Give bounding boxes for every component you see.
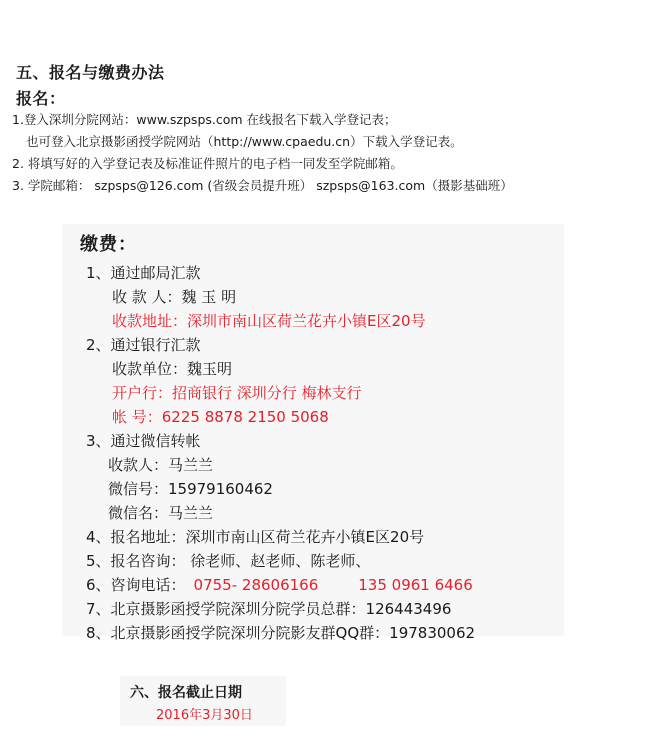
- reg-line-1: 1.登入深圳分院网站：www.szpsps.com 在线报名下载入学登记表；: [12, 112, 397, 127]
- bank-account: 帐 号：6225 8878 2150 5068: [112, 408, 329, 426]
- phone-landline: 0755- 28606166: [193, 576, 319, 594]
- payment-item-1: 1、通过邮局汇款: [86, 264, 201, 282]
- payment-item-2: 2、通过银行汇款: [86, 336, 201, 354]
- reg-line-2: 2. 将填写好的入学登记表及标准证件照片的电子档一同发至学院邮箱。: [12, 156, 403, 171]
- registration-title: 报名：: [16, 89, 66, 108]
- bank-payee: 收款单位：魏玉明: [112, 360, 233, 378]
- payment-item-3: 3、通过微信转帐: [86, 432, 201, 450]
- student-group: 7、北京摄影函授学院深圳分院学员总群：126443496: [86, 600, 452, 618]
- registration-address: 4、报名地址：深圳市南山区荷兰花卉小镇E区20号: [86, 528, 425, 546]
- phone-mobile: 135 0961 6466: [358, 576, 473, 594]
- section-5-heading: 五、报名与缴费办法: [16, 63, 165, 82]
- reg-line-3: 3. 学院邮箱： szpsps@126.com (省级会员提升班） szpsps@163.com（摄影基础班）: [12, 178, 513, 193]
- bank-branch: 开户行：招商银行 深圳分行 梅林支行: [112, 384, 362, 402]
- payment-title: 缴费：: [80, 234, 137, 255]
- inquiry-phone-row: [86, 574, 473, 595]
- inquiry-phone-label: 6、咨询电话：: [86, 576, 186, 594]
- qq-group: 8、北京摄影函授学院深圳分院影友群QQ群：197830062: [86, 624, 476, 642]
- wechat-payee: 收款人：马兰兰: [108, 456, 214, 474]
- registration-inquiry: 5、报名咨询： 徐老师、赵老师、陈老师、: [86, 552, 371, 570]
- deadline-date: 2016年3月30日: [156, 708, 253, 723]
- wechat-name: 微信名：马兰兰: [108, 504, 214, 522]
- payee-line: 收 款 人：魏 玉 明: [112, 288, 237, 306]
- payee-address: 收款地址：深圳市南山区荷兰花卉小镇E区20号: [112, 312, 426, 330]
- section-6-heading: 六、报名截止日期: [130, 685, 242, 701]
- reg-line-1b: 也可登入北京摄影函授学院网站（http://www.cpaedu.cn）下载入学登记表。: [26, 134, 463, 149]
- wechat-id: 微信号：15979160462: [108, 480, 273, 498]
